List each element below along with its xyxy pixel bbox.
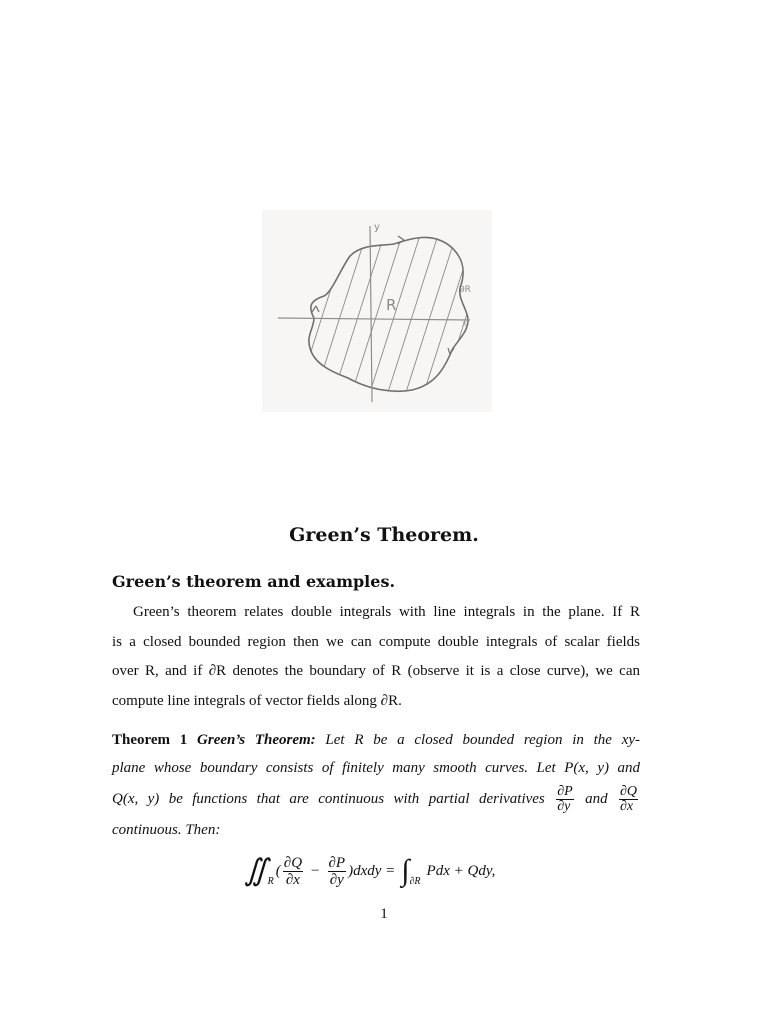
theorem-line-4: continuous. Then: (112, 822, 221, 838)
page-number: 1 (380, 906, 388, 922)
fraction-numerator: ∂Q (619, 784, 638, 800)
intro-paragraph (112, 598, 640, 716)
theorem-name: Green’s Theorem: (197, 732, 316, 748)
open-paren: ( (275, 862, 281, 879)
boundary-arrow-left (312, 306, 319, 312)
region-sketch-figure (262, 210, 492, 412)
intro-line: Green’s theorem relates double integrals with line integrals in the plane. If R (133, 604, 640, 620)
fraction-denominator: ∂x (285, 871, 300, 888)
minus-sign: − (311, 862, 320, 879)
theorem-text: and (585, 791, 608, 807)
x-axis-label: x (462, 319, 467, 328)
fraction-denominator: ∂y (557, 799, 571, 815)
theorem-line-3 (112, 782, 640, 816)
theorem-line-2: plane whose boundary consists of finitely many smooth curves. Let P(x, y) and (112, 760, 640, 776)
fraction-denominator: ∂x (619, 799, 634, 815)
page-title: Green’s Theorem. (289, 524, 479, 546)
section-heading: Green’s theorem and examples. (112, 572, 396, 591)
intro-line: over R, and if ∂R denotes the boundary of R (observe it is a close curve), we can (112, 663, 640, 679)
line-integral-sign: ∫ (401, 854, 410, 887)
intro-line: compute line integrals of vector fields along ∂R. (112, 692, 402, 709)
region-label: R (386, 296, 397, 314)
theorem-line-1 (112, 726, 640, 754)
boundary-label: ∂R (460, 285, 471, 295)
fraction-dq-dx (283, 855, 303, 888)
equation-rhs: Pdx + Qdy, (426, 862, 496, 879)
boundary-subscript: ∂R (409, 875, 421, 887)
boundary-curve (309, 237, 468, 391)
y-axis (370, 226, 372, 402)
fraction-numerator: ∂Q (283, 854, 303, 871)
theorem-text: Let R be a closed bounded region in the xy- (325, 732, 641, 748)
equation-middle: )dxdy = (348, 862, 396, 879)
fraction-dq-dx (619, 785, 638, 814)
fraction-denominator: ∂y (329, 871, 344, 888)
fraction-dp-dy (328, 855, 347, 888)
x-axis (278, 318, 470, 320)
intro-line: is a closed bounded region then we can compute double integrals of scalar fields (112, 633, 640, 650)
theorem-number: Theorem 1 (112, 732, 188, 748)
greens-theorem-equation (244, 848, 495, 894)
fraction-numerator: ∂P (557, 784, 573, 800)
fraction-numerator: ∂P (328, 854, 346, 871)
fraction-dp-dy (556, 785, 573, 814)
double-integral-sign: ∬ (244, 854, 268, 887)
region-subscript: R (267, 875, 274, 887)
y-axis-label: y (374, 222, 380, 233)
theorem-block (112, 726, 640, 844)
region-sketch-svg (262, 210, 492, 412)
theorem-text: Q(x, y) be functions that are continuous with partial derivatives (112, 791, 545, 807)
boundary-arrow-top (398, 236, 404, 244)
